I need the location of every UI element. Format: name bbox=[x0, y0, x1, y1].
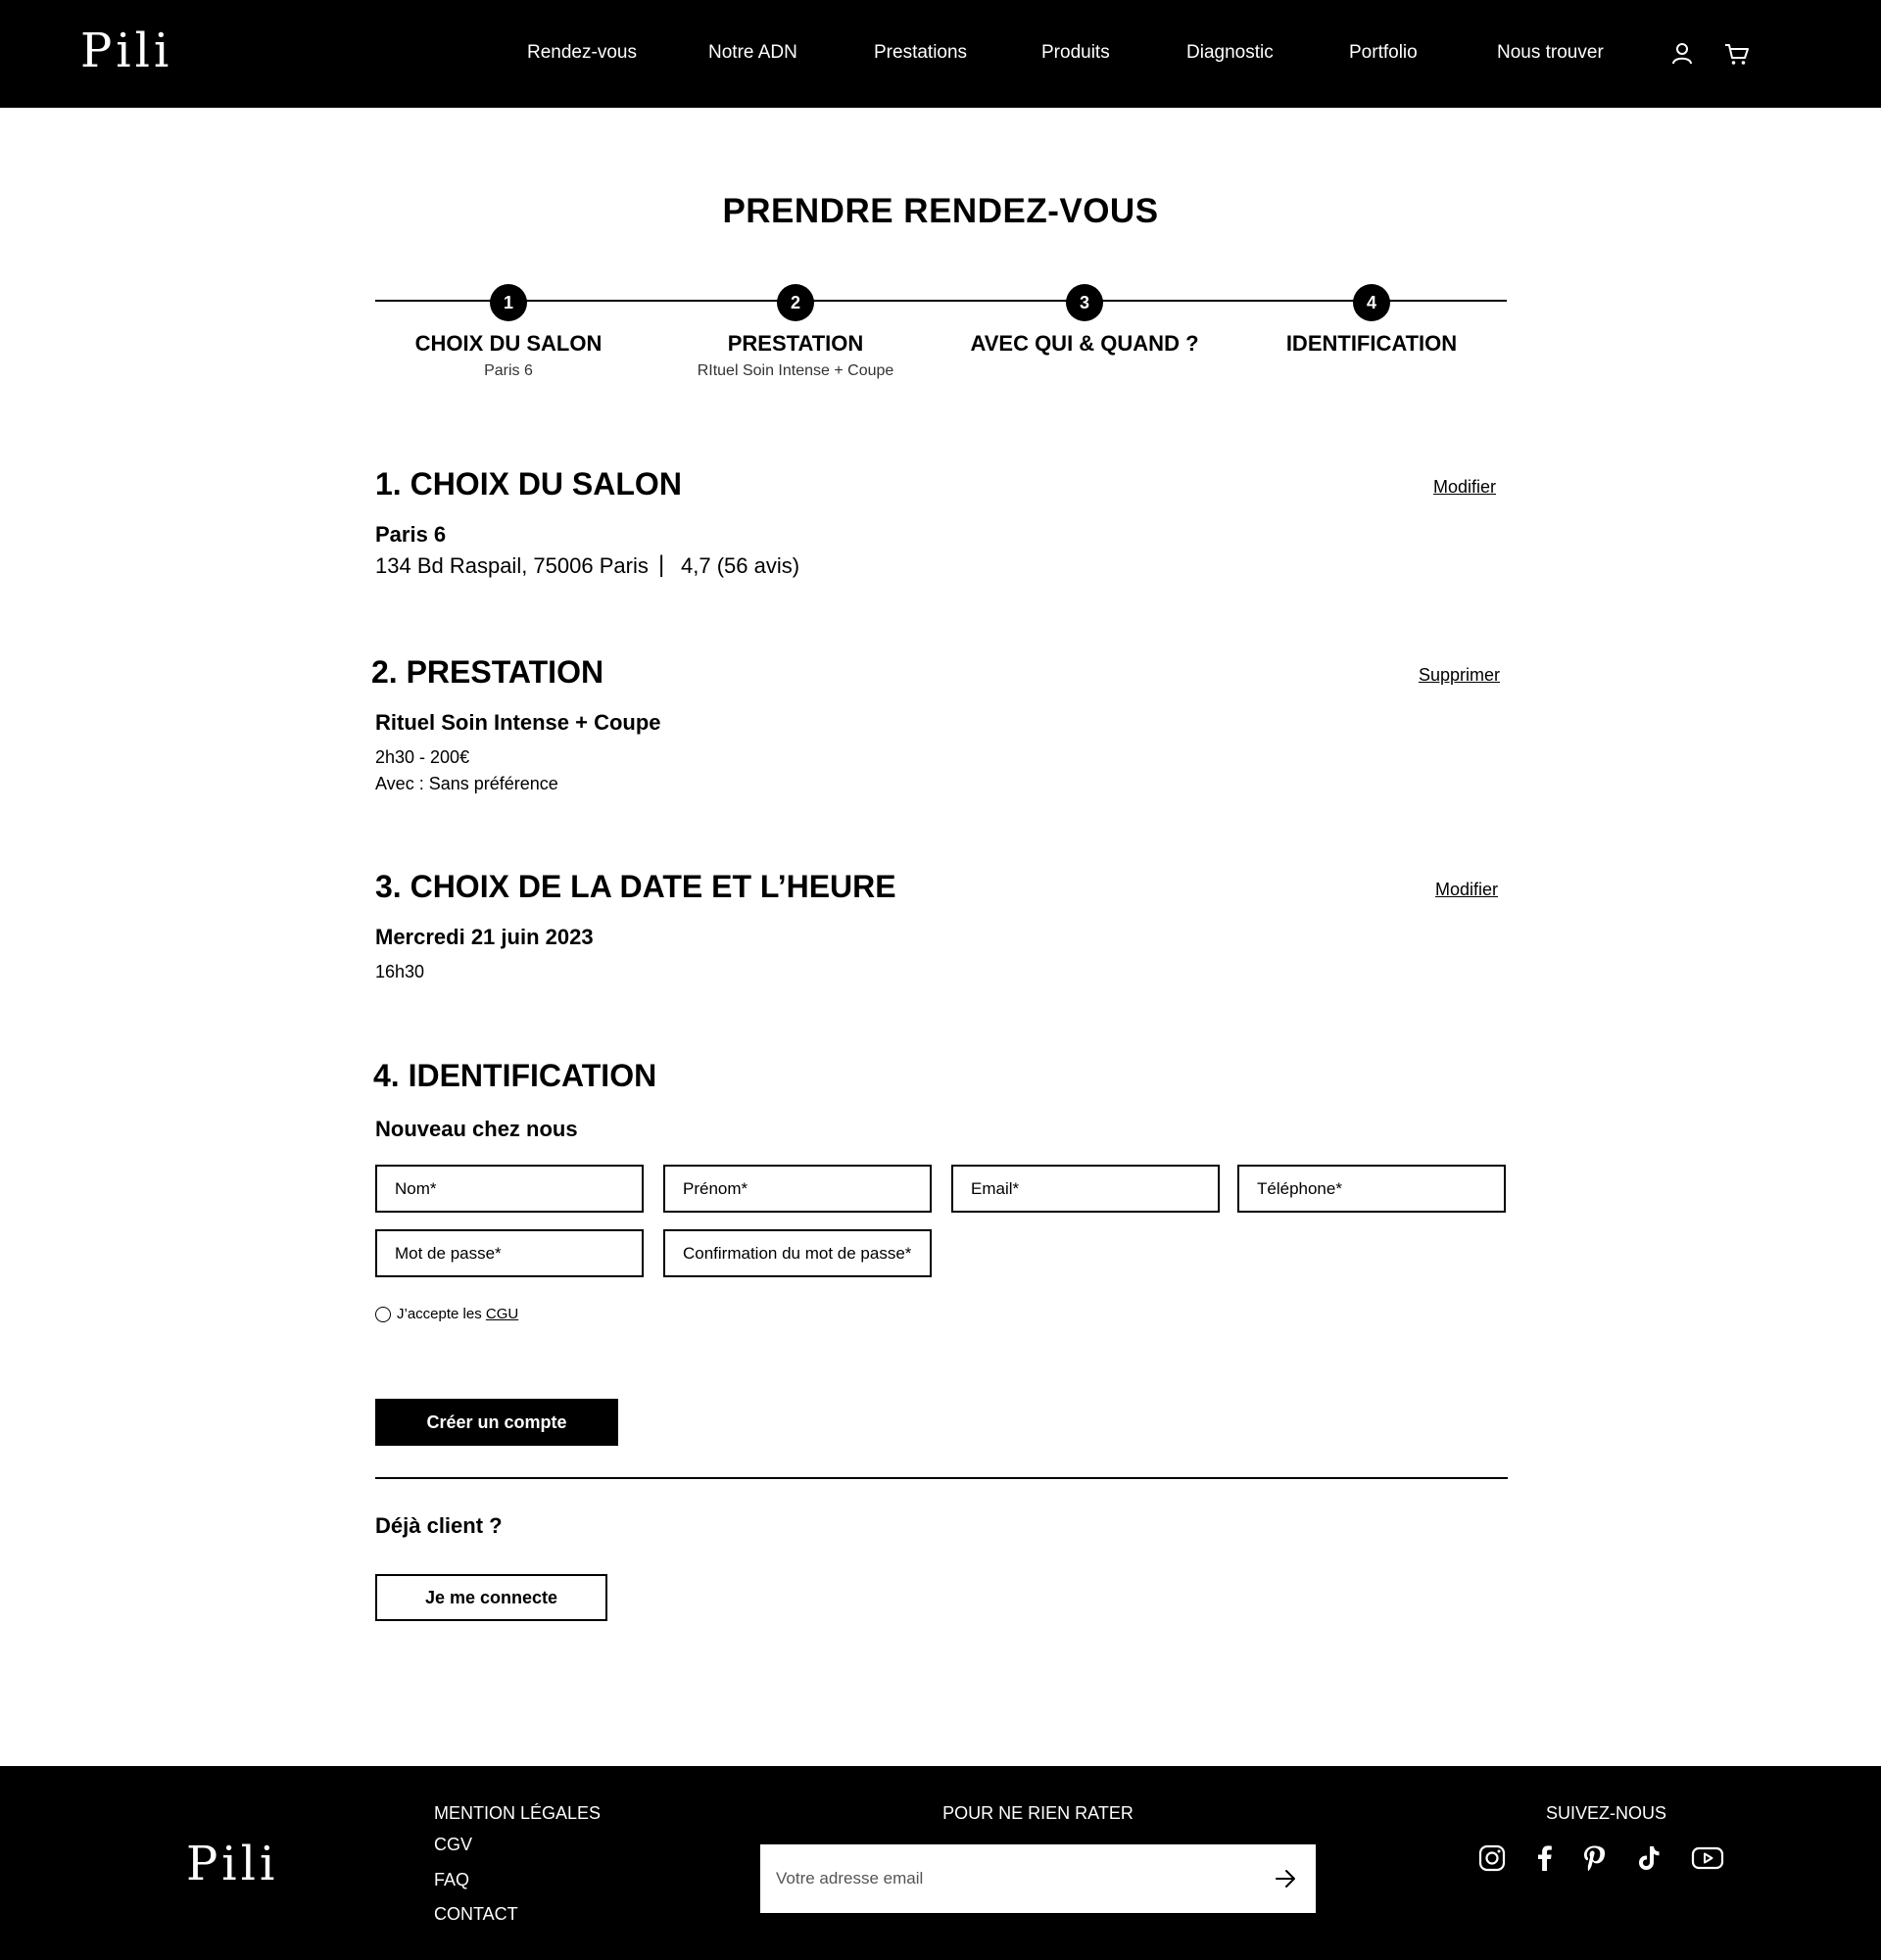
create-account-button[interactable]: Créer un compte bbox=[375, 1399, 618, 1446]
footer-link-cgv[interactable]: CGV bbox=[434, 1835, 473, 1854]
section-title-prestation: 2. PRESTATION bbox=[371, 654, 604, 690]
password-input[interactable] bbox=[377, 1231, 642, 1275]
site-header bbox=[0, 0, 1881, 108]
nav-produits[interactable]: Produits bbox=[1041, 42, 1110, 63]
step-number: 1 bbox=[490, 284, 527, 321]
cart-icon[interactable] bbox=[1722, 39, 1752, 69]
step-identification[interactable] bbox=[1225, 284, 1519, 362]
section-title-date: 3. CHOIX DE LA DATE ET L’HEURE bbox=[375, 869, 896, 904]
password-confirm-field[interactable] bbox=[663, 1229, 932, 1277]
step-label: CHOIX DU SALON bbox=[414, 331, 603, 356]
address-separator: | bbox=[658, 551, 665, 578]
divider bbox=[375, 1477, 1508, 1479]
facebook-icon[interactable] bbox=[1530, 1843, 1560, 1873]
youtube-icon[interactable] bbox=[1691, 1843, 1724, 1873]
page-title: PRENDRE RENDEZ-VOUS bbox=[722, 192, 1159, 230]
nom-field[interactable] bbox=[375, 1165, 644, 1213]
cgu-prefix: J’accepte les bbox=[397, 1306, 486, 1322]
email-field[interactable] bbox=[951, 1165, 1220, 1213]
pinterest-icon[interactable] bbox=[1579, 1843, 1609, 1873]
pili-logo[interactable]: Pili bbox=[80, 24, 173, 78]
newsletter-email-input[interactable] bbox=[760, 1844, 1250, 1913]
step-number: 2 bbox=[777, 284, 814, 321]
step-summary: RItuel Soin Intense + Coupe bbox=[697, 362, 894, 379]
footer-link-mentions-legales[interactable]: MENTION LÉGALES bbox=[434, 1803, 602, 1823]
step-number: 4 bbox=[1353, 284, 1390, 321]
appointment-date: Mercredi 21 juin 2023 bbox=[375, 925, 594, 949]
prestation-duration-price: 2h30 - 200€ bbox=[375, 747, 470, 767]
modifier-salon-link[interactable]: Modifier bbox=[1433, 477, 1497, 497]
new-customer-title: Nouveau chez nous bbox=[375, 1117, 578, 1141]
nav-portfolio[interactable]: Portfolio bbox=[1349, 42, 1418, 63]
step-label: PRESTATION bbox=[727, 331, 864, 356]
step-choix-du-salon[interactable] bbox=[362, 284, 655, 380]
existing-customer-title: Déjà client ? bbox=[375, 1513, 503, 1538]
prestation-with: Avec : Sans préférence bbox=[375, 774, 558, 793]
step-label: IDENTIFICATION bbox=[1285, 331, 1458, 356]
social-title: SUIVEZ-NOUS bbox=[1546, 1803, 1667, 1823]
email-input[interactable] bbox=[953, 1167, 1218, 1211]
user-icon[interactable] bbox=[1667, 39, 1697, 69]
step-number: 3 bbox=[1066, 284, 1103, 321]
step-label: AVEC QUI & QUAND ? bbox=[970, 331, 1199, 356]
cgu-link[interactable]: CGU bbox=[485, 1306, 519, 1322]
tiktok-icon[interactable] bbox=[1634, 1843, 1664, 1873]
prenom-field[interactable] bbox=[663, 1165, 932, 1213]
nav-diagnostic[interactable]: Diagnostic bbox=[1186, 42, 1274, 63]
arrow-right-icon[interactable] bbox=[1273, 1866, 1298, 1891]
nav-nous-trouver[interactable]: Nous trouver bbox=[1497, 42, 1604, 63]
nav-rendez-vous[interactable]: Rendez-vous bbox=[527, 42, 637, 63]
salon-rating: 4,7 (56 avis) bbox=[681, 553, 800, 578]
step-summary: Paris 6 bbox=[484, 362, 533, 379]
site-footer bbox=[0, 1766, 1881, 1960]
appointment-time: 16h30 bbox=[375, 962, 425, 981]
prestation-name: Rituel Soin Intense + Coupe bbox=[375, 710, 661, 735]
supprimer-prestation-link[interactable]: Supprimer bbox=[1419, 665, 1501, 685]
salon-name: Paris 6 bbox=[375, 522, 447, 547]
instagram-icon[interactable] bbox=[1477, 1843, 1507, 1873]
footer-link-faq[interactable]: FAQ bbox=[434, 1870, 470, 1889]
section-title-identification: 4. IDENTIFICATION bbox=[373, 1058, 657, 1093]
cgu-label bbox=[397, 1306, 518, 1322]
step-prestation[interactable] bbox=[649, 284, 942, 380]
nav-prestations[interactable]: Prestations bbox=[874, 42, 968, 63]
nav-notre-adn[interactable]: Notre ADN bbox=[708, 42, 797, 63]
password-field[interactable] bbox=[375, 1229, 644, 1277]
password-confirm-input[interactable] bbox=[665, 1231, 930, 1275]
footer-logo[interactable]: Pili bbox=[186, 1837, 279, 1891]
step-avec-qui-quand[interactable] bbox=[938, 284, 1231, 362]
telephone-field[interactable] bbox=[1237, 1165, 1506, 1213]
modifier-date-link[interactable]: Modifier bbox=[1435, 880, 1499, 899]
footer-link-contact[interactable]: CONTACT bbox=[434, 1904, 518, 1924]
login-button[interactable]: Je me connecte bbox=[375, 1574, 607, 1621]
cgu-radio[interactable] bbox=[375, 1307, 391, 1322]
newsletter-title: POUR NE RIEN RATER bbox=[942, 1803, 1133, 1823]
section-title-salon: 1. CHOIX DU SALON bbox=[375, 466, 682, 502]
newsletter-form bbox=[760, 1844, 1316, 1913]
salon-address: 134 Bd Raspail, 75006 Paris bbox=[375, 553, 649, 578]
prenom-input[interactable] bbox=[665, 1167, 930, 1211]
telephone-input[interactable] bbox=[1239, 1167, 1504, 1211]
nom-input[interactable] bbox=[377, 1167, 642, 1211]
